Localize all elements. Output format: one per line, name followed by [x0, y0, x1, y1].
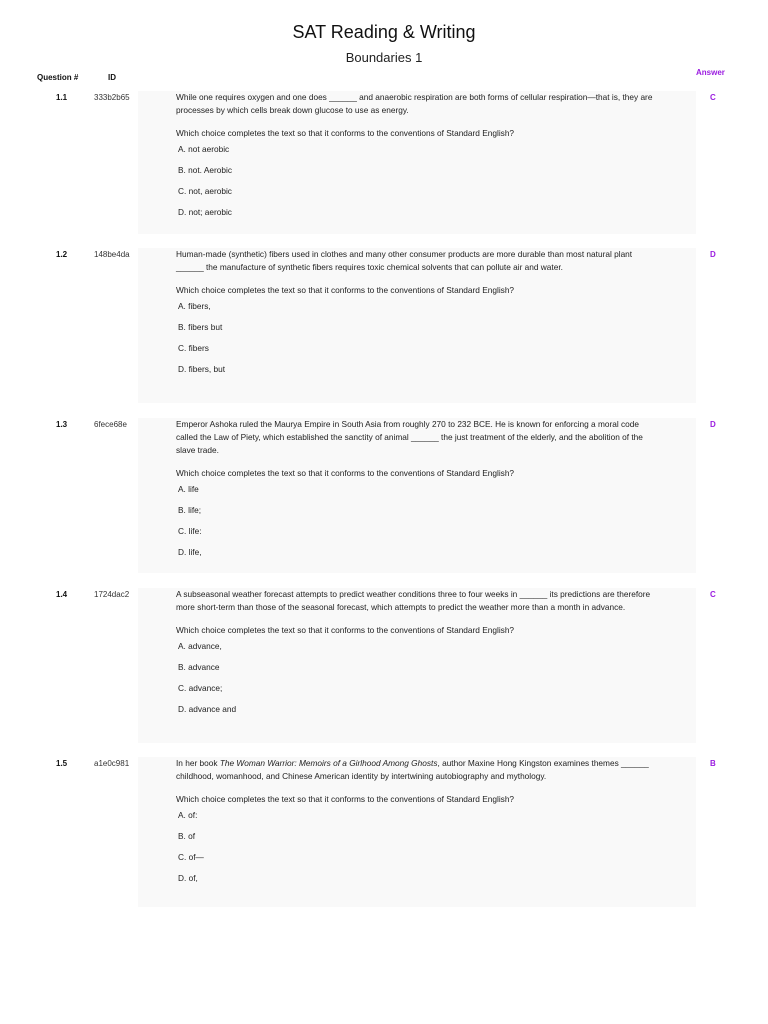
- passage-text: , author Maxine Hong Kingston examines themes ______ childhood, womanhood, and Chinese American identity by intertwining autobiography and mythology.: [176, 758, 649, 781]
- choice-d[interactable]: D. fibers, but: [178, 364, 226, 374]
- answer-choices: [178, 483, 654, 567]
- choice-a[interactable]: A. life: [178, 484, 199, 494]
- choice-c[interactable]: C. advance;: [178, 683, 223, 693]
- question-number: 1.1: [56, 93, 68, 102]
- question-body: [176, 418, 654, 567]
- choice-d[interactable]: D. not; aerobic: [178, 207, 232, 217]
- question-passage: [176, 248, 654, 274]
- passage-text: A subseasonal weather forecast attempts to predict weather conditions three to four weeks in ______ its predictions are therefore more short-term than those of the seasonal forecast, which attempts to predict the weather more than a month in advance.: [176, 589, 651, 612]
- answer-letter: D: [710, 420, 716, 429]
- question-body: [176, 588, 654, 724]
- choice-c[interactable]: C. life:: [178, 526, 202, 536]
- choice-c[interactable]: C. not, aerobic: [178, 186, 232, 196]
- question-body: [176, 248, 654, 384]
- answer-choices: [178, 809, 654, 893]
- choice-b[interactable]: B. not. Aerobic: [178, 165, 232, 175]
- choice-a[interactable]: A. fibers,: [178, 301, 211, 311]
- passage-text: In her book: [176, 758, 220, 768]
- choice-c[interactable]: C. of—: [178, 852, 204, 862]
- question-passage: [176, 91, 654, 117]
- question-row: [0, 248, 768, 403]
- choice-d[interactable]: D. advance and: [178, 704, 237, 714]
- question-row: [0, 418, 768, 573]
- question-id: 1724dac2: [94, 590, 130, 599]
- question-number: 1.3: [56, 420, 68, 429]
- column-header-answer: Answer: [696, 68, 725, 77]
- answer-choices: [178, 143, 654, 227]
- question-prompt: Which choice completes the text so that it conforms to the conventions of Standard English?: [176, 128, 515, 138]
- question-row: [0, 757, 768, 907]
- question-passage: [176, 418, 654, 457]
- passage-text: Emperor Ashoka ruled the Maurya Empire in South Asia from roughly 270 to 232 BCE. He is known for enforcing a moral code called the Law of Piety, which established the sanctity of animal ______ the just treatment of the elderly, and the abolition of the slave trade.: [176, 419, 643, 455]
- question-id: 333b2b65: [94, 93, 130, 102]
- question-number: 1.5: [56, 759, 68, 768]
- answer-letter: C: [710, 590, 716, 599]
- question-id: 6fece68e: [94, 420, 127, 429]
- question-row: [0, 588, 768, 743]
- question-number: 1.4: [56, 590, 68, 599]
- choice-b[interactable]: B. fibers but: [178, 322, 223, 332]
- answer-choices: [178, 640, 654, 724]
- choice-b[interactable]: B. advance: [178, 662, 220, 672]
- question-row: [0, 91, 768, 234]
- question-number: 1.2: [56, 250, 68, 259]
- passage-text: Human-made (synthetic) fibers used in clothes and many other consumer products are more durable than most natural plant ______ the manufacture of synthetic fibers requires toxic chemical solvents that can pollute air and water.: [176, 249, 633, 272]
- page-title: SAT Reading & Writing: [292, 22, 476, 42]
- question-prompt: Which choice completes the text so that it conforms to the conventions of Standard English?: [176, 468, 515, 478]
- question-body: [176, 91, 654, 227]
- choice-b[interactable]: B. life;: [178, 505, 202, 515]
- question-prompt: Which choice completes the text so that it conforms to the conventions of Standard English?: [176, 794, 515, 804]
- question-id: 148be4da: [94, 250, 130, 259]
- choice-b[interactable]: B. of: [178, 831, 196, 841]
- question-passage: [176, 757, 654, 783]
- passage-text: While one requires oxygen and one does ______ and anaerobic respiration are both forms of cellular respiration—that is, they are processes by which cells break down glucose to use as energy.: [176, 92, 653, 115]
- choice-a[interactable]: A. not aerobic: [178, 144, 230, 154]
- choice-d[interactable]: D. of,: [178, 873, 198, 883]
- choice-c[interactable]: C. fibers: [178, 343, 209, 353]
- choice-a[interactable]: A. advance,: [178, 641, 222, 651]
- question-prompt: Which choice completes the text so that it conforms to the conventions of Standard English?: [176, 625, 515, 635]
- question-body: [176, 757, 654, 893]
- answer-letter: C: [710, 93, 716, 102]
- book-title: The Woman Warrior: Memoirs of a Girlhood Among Ghosts: [219, 758, 438, 768]
- column-header-id: ID: [108, 73, 116, 82]
- answer-choices: [178, 300, 654, 384]
- question-id: a1e0c981: [94, 759, 130, 768]
- answer-letter: D: [710, 250, 716, 259]
- question-prompt: Which choice completes the text so that it conforms to the conventions of Standard English?: [176, 285, 515, 295]
- column-header-question: Question #: [37, 73, 79, 82]
- answer-letter: B: [710, 759, 716, 768]
- page-subtitle: Boundaries 1: [345, 50, 423, 65]
- question-passage: [176, 588, 654, 614]
- choice-a[interactable]: A. of:: [178, 810, 198, 820]
- choice-d[interactable]: D. life,: [178, 547, 202, 557]
